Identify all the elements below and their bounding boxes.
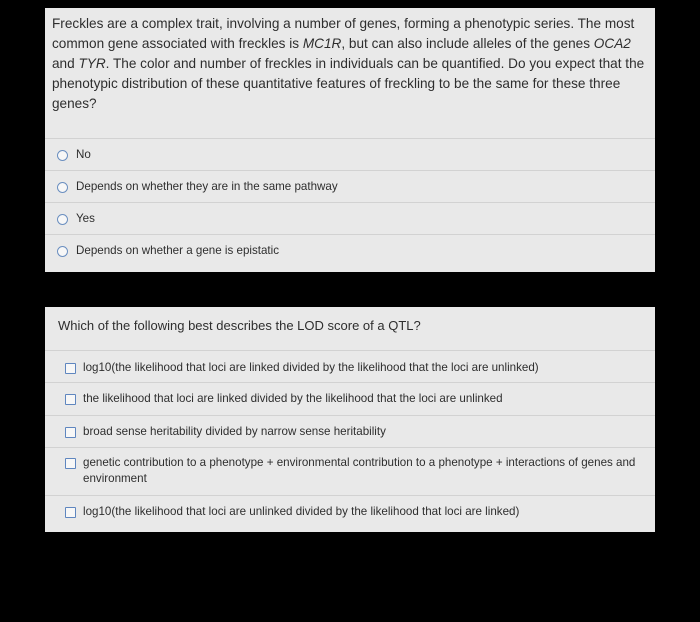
q1-option-no[interactable] <box>45 138 655 170</box>
q1-option-yes[interactable] <box>45 202 655 234</box>
q2-option-log10-unlinked-over-linked[interactable] <box>45 495 655 532</box>
q1-option-label: Yes <box>76 212 95 225</box>
q2-option-label: the likelihood that loci are linked divided by the likelihood that the loci are unlinked <box>83 392 503 405</box>
q2-option-label: broad sense heritability divided by narrow sense heritability <box>83 425 386 438</box>
checkbox[interactable] <box>65 427 76 438</box>
q2-option-log10-linked-over-unlinked[interactable] <box>45 350 655 382</box>
q1-option-same-pathway[interactable] <box>45 170 655 202</box>
q2-option-heritability-ratio[interactable] <box>45 415 655 447</box>
checkbox[interactable] <box>65 507 76 518</box>
radio-button[interactable] <box>57 182 68 193</box>
gene-oca2: OCA2 <box>593 36 631 51</box>
q2-option-linked-over-unlinked[interactable] <box>45 382 655 415</box>
q1-option-label: No <box>76 148 91 161</box>
q1-option-label: Depends on whether they are in the same pathway <box>76 180 338 193</box>
question-1-card <box>45 8 655 272</box>
checkbox[interactable] <box>65 458 76 469</box>
checkbox[interactable] <box>65 394 76 405</box>
checkbox[interactable] <box>65 363 76 374</box>
radio-button[interactable] <box>57 246 68 257</box>
q2-option-genetic-environmental-sum[interactable] <box>45 447 655 495</box>
q2-option-label: genetic contribution to a phenotype + environmental contribution to a phenotype + interactions of genes and environment <box>83 456 636 485</box>
q2-option-label: log10(the likelihood that loci are unlinked divided by the likelihood that loci are linked) <box>83 505 520 518</box>
question-2-card <box>45 307 655 532</box>
question-1-text: Freckles are a complex trait, involving a number of genes, forming a phenotypic series. The most common gene associated with freckles is MC1R, but can also include alleles of the genes OCA2 and TYR. The color and number of freckles in individuals can be quantified. Do you expect that the phenotypic distribution of these quantitative features of freckling to be the same for these three genes? <box>52 16 645 111</box>
gene-mc1r: MC1R <box>302 36 342 51</box>
radio-button[interactable] <box>57 150 68 161</box>
q1-option-label: Depends on whether a gene is epistatic <box>76 244 280 257</box>
q1-option-epistatic[interactable] <box>45 234 655 272</box>
gene-tyr: TYR <box>78 56 106 71</box>
radio-button[interactable] <box>57 214 68 225</box>
q2-option-label: log10(the likelihood that loci are linked divided by the likelihood that the loci are unlinked) <box>83 361 539 374</box>
question-2-text: Which of the following best describes the LOD score of a QTL? <box>58 318 421 333</box>
